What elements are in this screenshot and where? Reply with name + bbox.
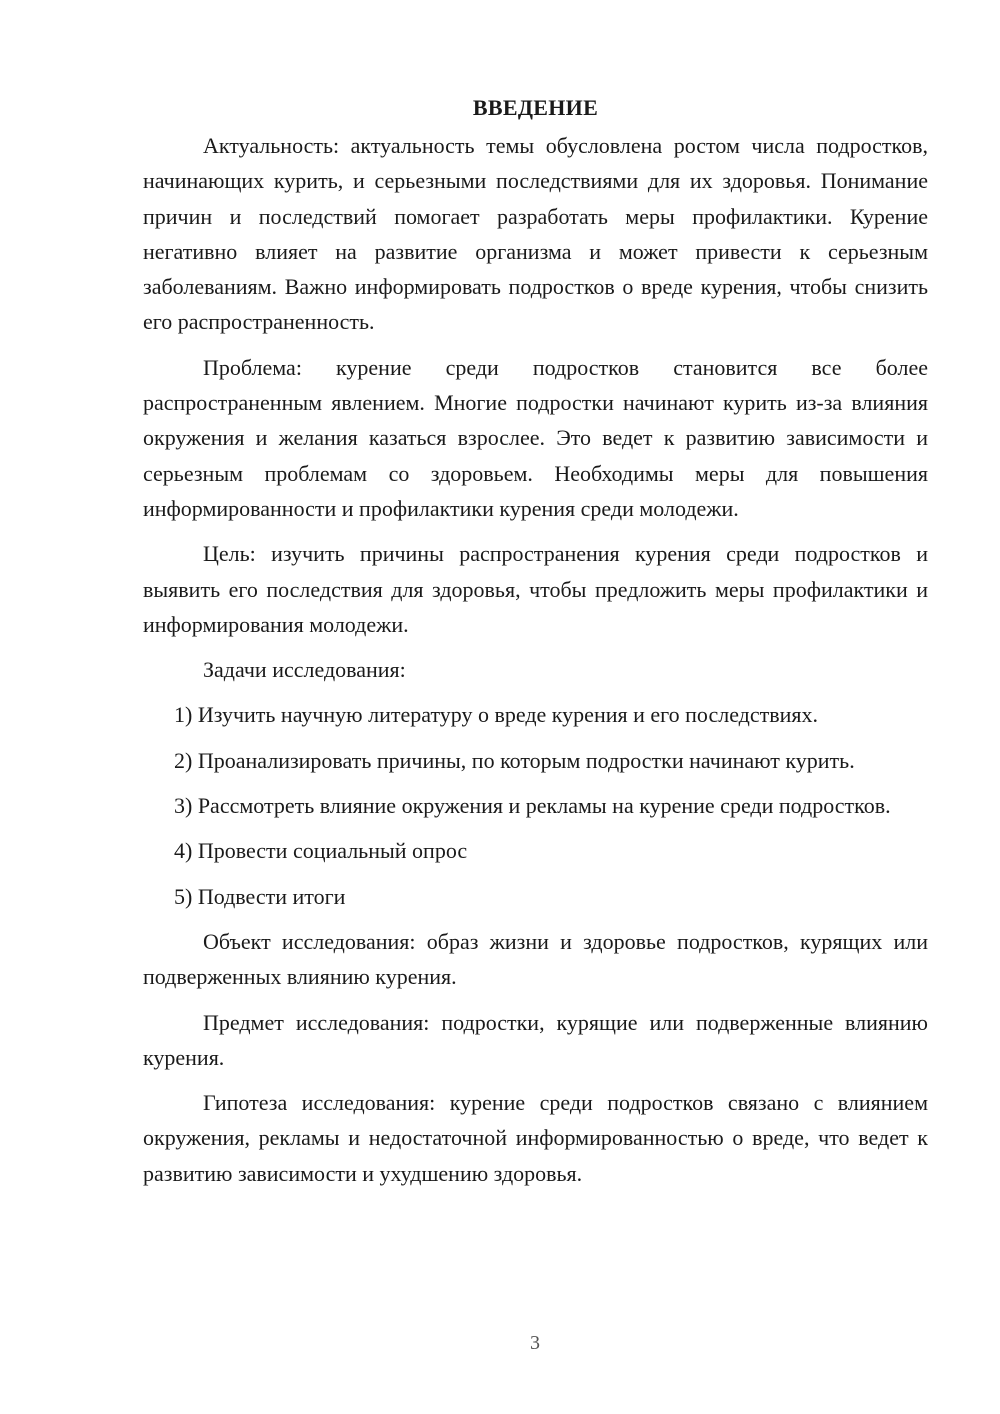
object-paragraph: Объект исследования: образ жизни и здоровье подростков, курящих или подверженных влиянию курения. — [143, 928, 928, 990]
task-item-5: 5) Подвести итоги — [174, 883, 346, 909]
tasks-heading: Задачи исследования: — [203, 657, 406, 683]
relevance-paragraph: Актуальность: актуальность темы обусловлена ростом числа подростков, начинающих курить, и серьезными последствиями для их здоровья. Понимание причин и последствий помогает разработать меры профилактики. Курение негативно влияет на развитие организма и может привести к серьезным заболеваниям. Важно информировать подростков о вреде курения, чтобы снизить его распространенность. — [143, 133, 928, 335]
subject-paragraph: Предмет исследования: подростки, курящие или подверженные влиянию курения. — [143, 1009, 928, 1070]
task-item-2: 2) Проанализировать причины, по которым подростки начинают курить. — [174, 747, 855, 773]
task-item-3: 3) Рассмотреть влияние окружения и рекламы на курение среди подростков. — [174, 793, 891, 819]
page-title: ВВЕДЕНИЕ — [472, 95, 599, 120]
hypothesis-paragraph: Гипотеза исследования: курение среди подростков связано с влиянием окружения, рекламы и недостаточной информированностью о вреде, что ведет к развитию зависимости и ухудшению здоровья. — [143, 1090, 928, 1186]
goal-paragraph: Цель: изучить причины распространения курения среди подростков и выявить его последствия для здоровья, чтобы предложить меры профилактики и информирования молодежи. — [143, 541, 928, 637]
task-item-4: 4) Провести социальный опрос — [174, 838, 468, 864]
document-page — [143, 92, 928, 1201]
page-number: 3 — [530, 1332, 540, 1354]
problem-paragraph: Проблема: курение среди подростков становится все более распространенным явлением. Многие подростки начинают курить из-за влияния окружения и желания казаться взрослее. Это ведет к развитию зависимости и серьезным проблемам со здоровьем. Необходимы меры для повышения информированности и профилактики курения среди молодежи. — [143, 354, 928, 521]
task-item-1: 1) Изучить научную литературу о вреде курения и его последствиях. — [174, 702, 819, 728]
